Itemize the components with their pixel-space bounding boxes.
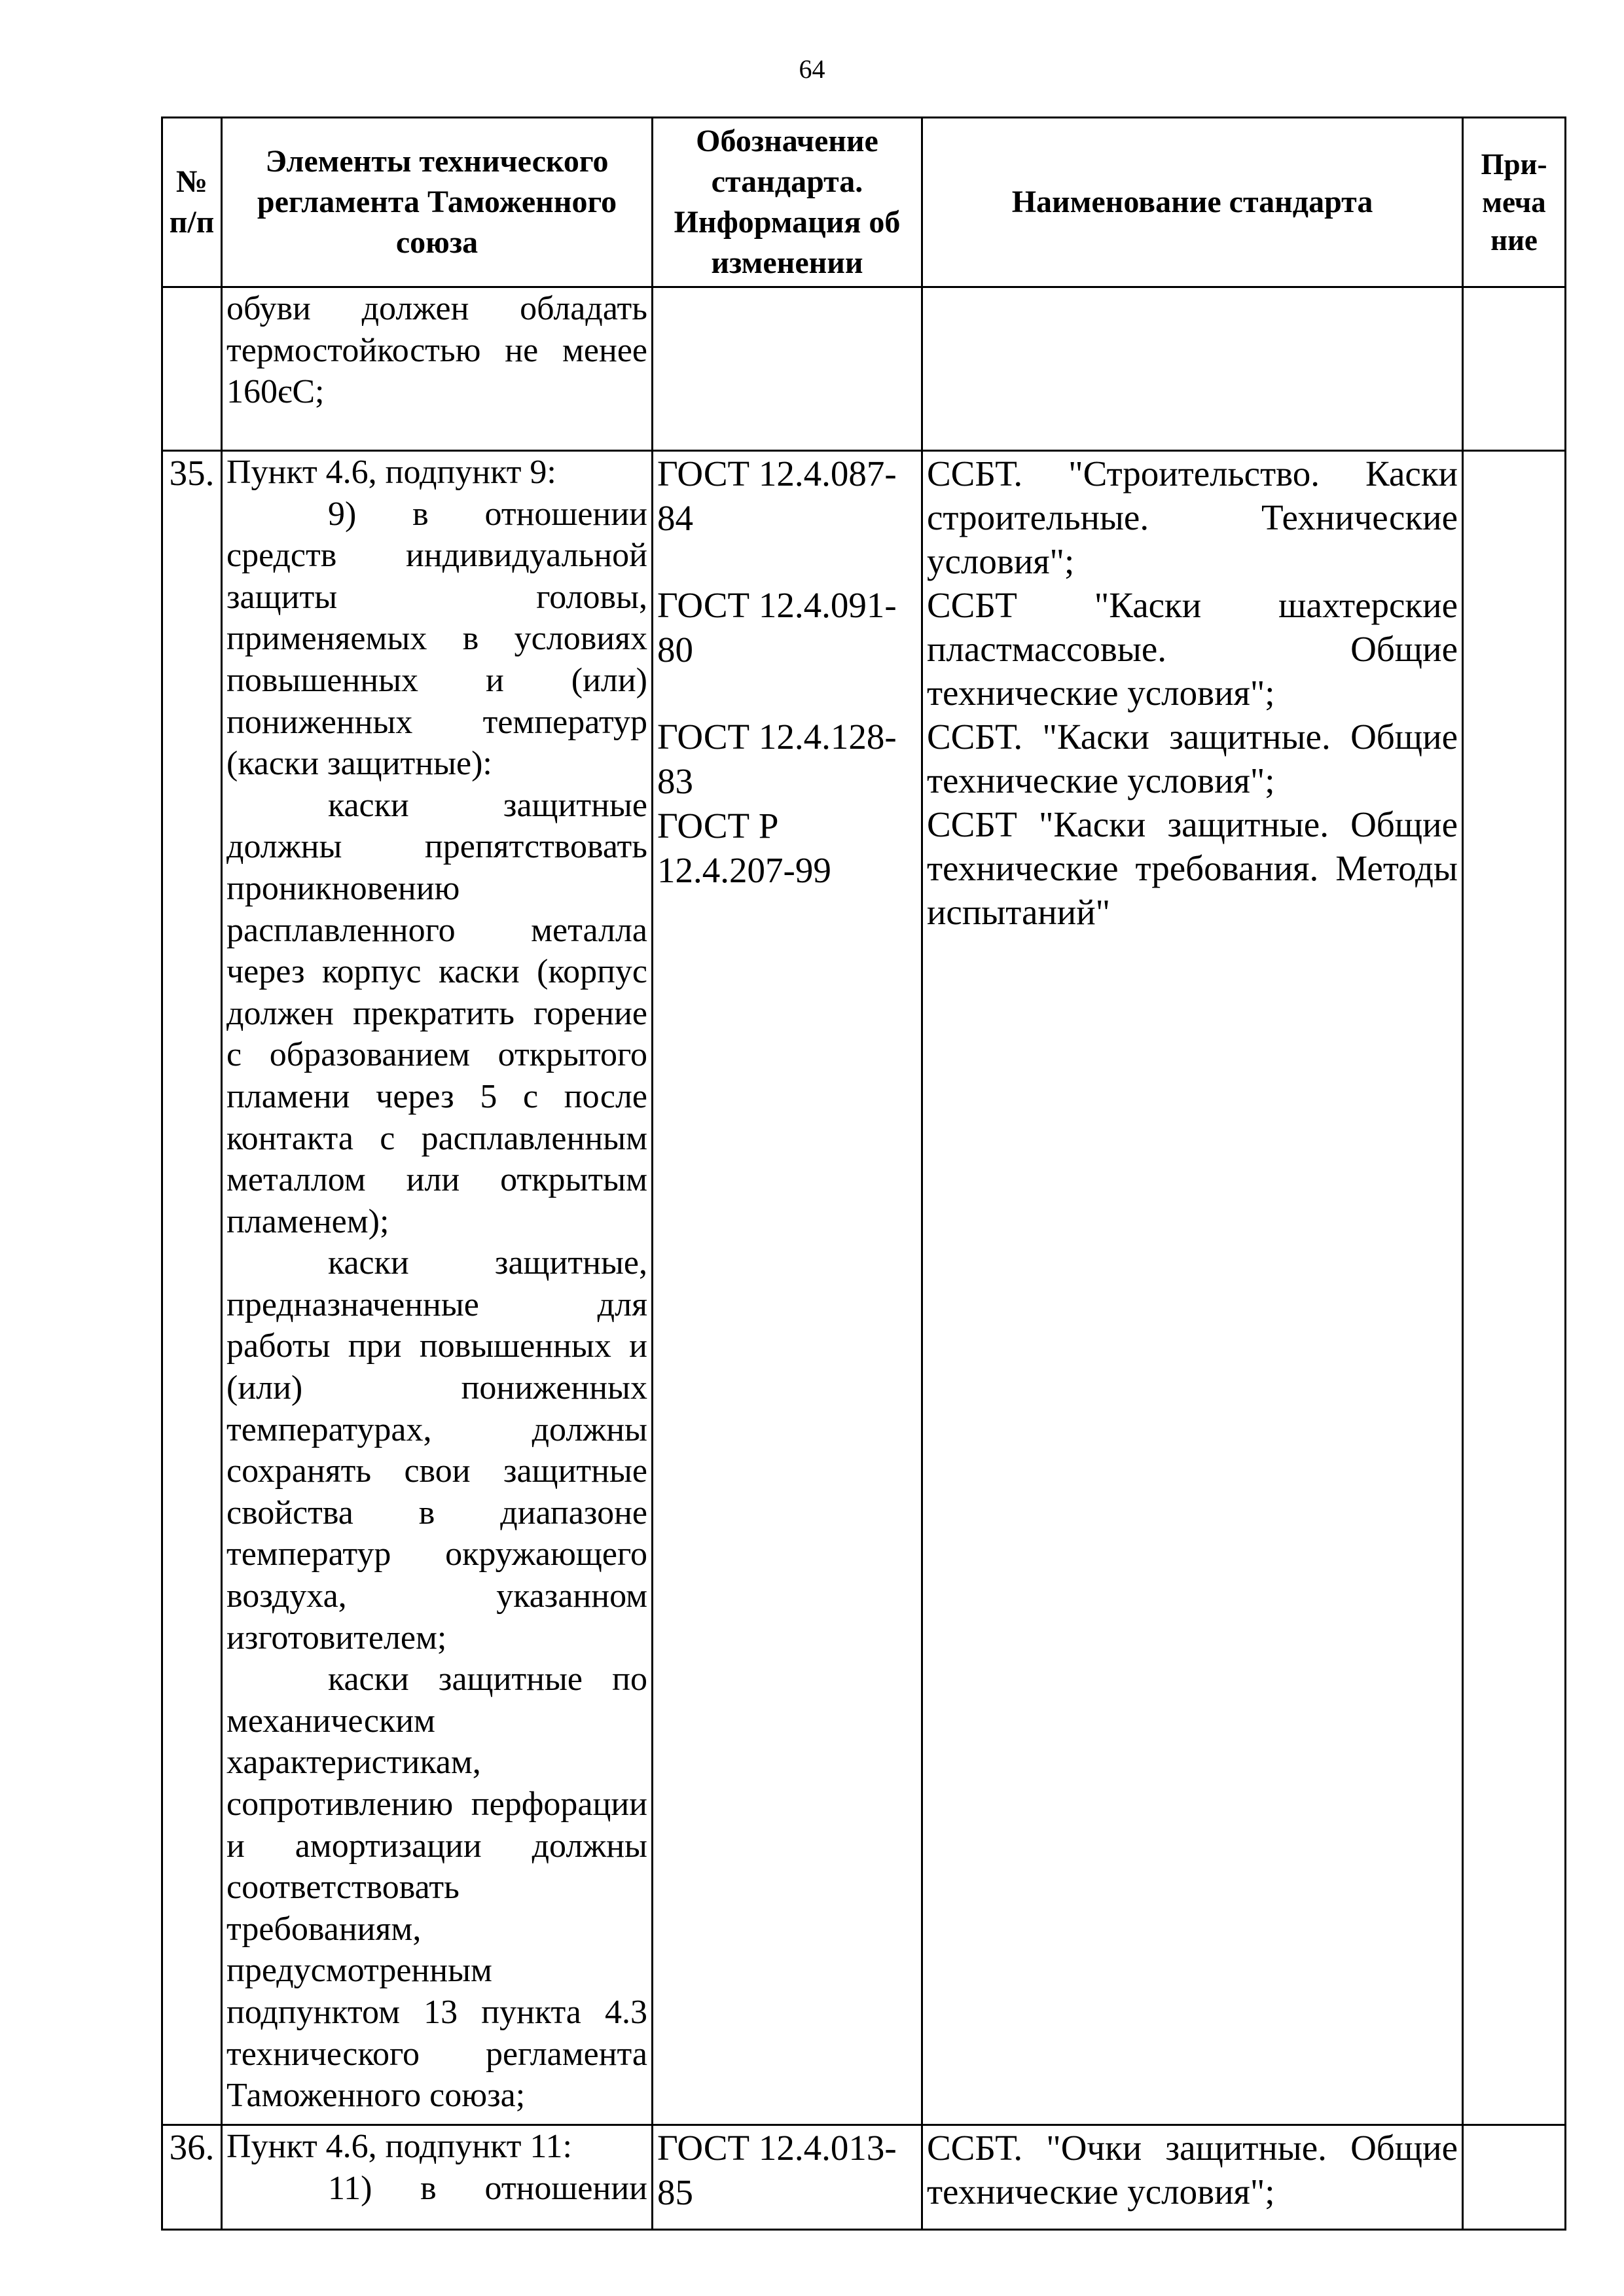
row-number: 35. [162,451,222,2125]
header-designation: Обозначение стандарта. Информация об изменении [653,118,922,287]
table-row [162,451,1566,2125]
row-designations [653,451,922,2125]
continuation-text: обуви должен обладать термостойкостью не менее 160єС; [222,287,653,451]
page-number: 64 [799,54,825,84]
standards-table [161,117,1566,2231]
row-standard-names [922,451,1463,2125]
row-number: 36. [162,2125,222,2230]
clause-reference: Пункт 4.6, подпункт 9: [226,454,556,491]
paragraph: 11) в отношении [328,2169,647,2207]
row-note [1463,451,1566,2125]
header-standard-name: Наименование стандарта [922,118,1463,287]
standard-designation: ГОСТ 12.4.087-84 [657,454,897,538]
continuation-name-cell [922,287,1463,451]
header-number: № п/п [162,118,222,287]
standard-name: ССБТ. "Очки защитные. Общие технические условия"; [927,2128,1458,2212]
paragraph: каски защитные должны препятствовать проникновению расплавленного металла через корпус каски (корпус должен прекратить горение с образованием открытого пламени через 5 с после контакта с расплавленным металлом или открытым пламенем); [226,786,647,1240]
paragraph: каски защитные, предназначенные для работы при повышенных и (или) пониженных температурах, должны сохранять свои защитные свойства в диапазоне температур окружающего воздуха, указанном изготовителем; [226,1244,647,1657]
standard-designation: ГОСТ Р 12.4.207-99 [657,806,831,890]
row-standard-names [922,2125,1463,2230]
table-header-row [162,118,1566,287]
standard-name: ССБТ "Каски шахтерские пластмассовые. Общие технические условия"; [927,585,1458,713]
row-elements [222,451,653,2125]
standard-designation: ГОСТ 12.4.128-83 [657,717,897,801]
clause-reference: Пункт 4.6, подпункт 11: [226,2128,572,2165]
row-elements [222,2125,653,2230]
continuation-number-cell [162,287,222,451]
header-elements: Элементы технического регламента Таможенного союза [222,118,653,287]
standard-name: ССБТ "Каски защитные. Общие технические требования. Методы испытаний" [927,804,1458,932]
standard-designation: ГОСТ 12.4.013-85 [657,2128,897,2212]
standard-designation: ГОСТ 12.4.091-80 [657,585,897,670]
paragraph: 9) в отношении средств индивидуальной защиты головы, применяемых в условиях повышенных и (или) пониженных температур (каски защитные): [226,495,647,783]
row-note [1463,2125,1566,2230]
paragraph: каски защитные по механическим характеристикам, сопротивлению перфорации и амортизации должны соответствовать требованиям, предусмотренным подпунктом 13 пункта 4.3 технического регламента Таможенного союза; [226,1660,647,2115]
continuation-row [162,287,1566,451]
table-row [162,2125,1566,2230]
standard-name: ССБТ. "Строительство. Каски строительные. Технические условия"; [927,454,1458,581]
standard-name: ССБТ. "Каски защитные. Общие технические условия"; [927,717,1458,800]
continuation-note-cell [1463,287,1566,451]
header-note: При-меча ние [1463,118,1566,287]
continuation-designation-cell [653,287,922,451]
row-designations [653,2125,922,2230]
